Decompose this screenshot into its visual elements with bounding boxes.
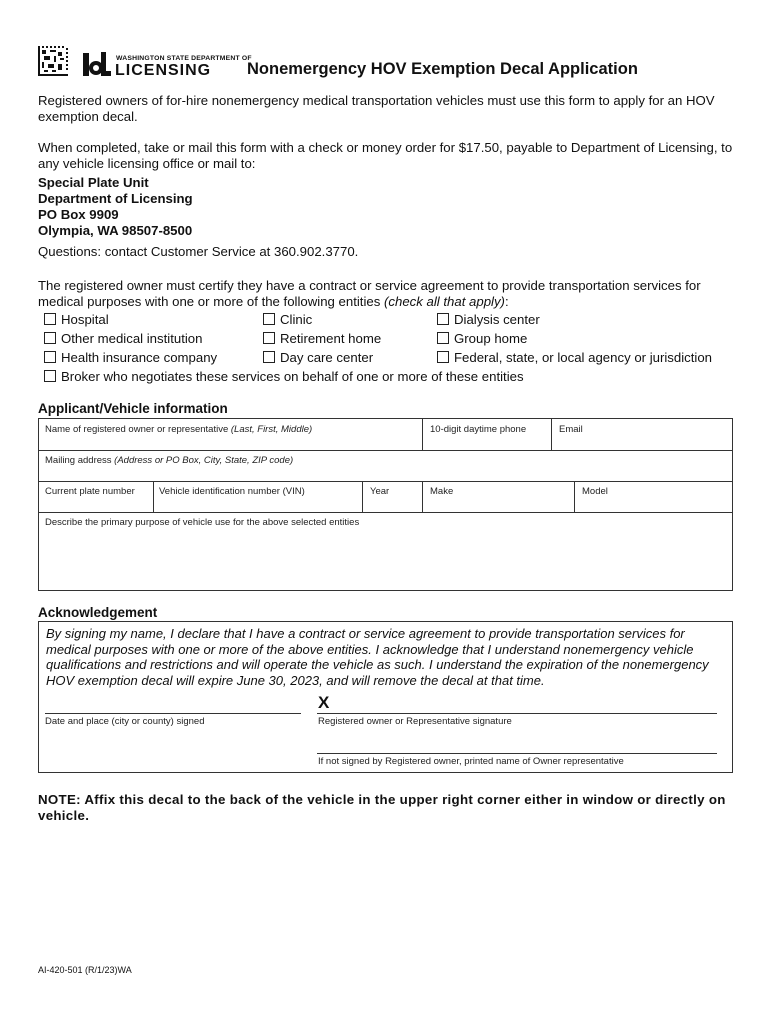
owner-name-field[interactable] [45, 424, 312, 435]
applicant-section-heading: Applicant/Vehicle information [38, 401, 228, 416]
option-government-agency[interactable] [437, 350, 712, 366]
option-label: Dialysis center [454, 312, 540, 327]
owner-name-label: Name of registered owner or representative [45, 424, 231, 435]
questions-line: Questions: contact Customer Service at 360.902.3770. [38, 244, 359, 259]
checkbox-dialysis-center[interactable] [437, 313, 449, 325]
agency-line: WASHINGTON STATE DEPARTMENT OF [116, 55, 252, 62]
option-label: Health insurance company [61, 350, 218, 365]
datamatrix-code [38, 46, 68, 76]
make-field[interactable] [430, 486, 453, 497]
checkbox-day-care[interactable] [263, 351, 275, 363]
year-field[interactable] [370, 486, 389, 497]
model-label: Model [582, 486, 608, 497]
signature-line[interactable] [317, 713, 717, 714]
page-title: Nonemergency HOV Exemption Decal Application [247, 60, 638, 78]
email-label: Email [559, 424, 583, 435]
year-label: Year [370, 486, 390, 497]
applicant-table [38, 418, 733, 591]
acknowledgement-heading: Acknowledgement [38, 605, 158, 620]
option-dialysis-center[interactable] [437, 312, 540, 328]
daytime-phone-label: 10-digit daytime phone [430, 424, 527, 435]
mailing-address-label: Mailing address [45, 455, 115, 466]
owner-name-hint: (Last, First, Middle) [230, 424, 313, 435]
date-place-line[interactable] [45, 713, 301, 714]
address-line: PO Box 9909 [38, 207, 119, 222]
checkbox-retirement-home[interactable] [263, 332, 275, 344]
printed-name-label: If not signed by Registered owner, printed name of Owner representative [318, 756, 624, 767]
option-label: Other medical institution [61, 331, 203, 346]
mailing-address-block [38, 175, 193, 239]
certify-colon: : [504, 294, 509, 309]
option-clinic[interactable] [263, 312, 312, 328]
option-label: Broker who negotiates these services on behalf of one or more of these entities [61, 369, 524, 384]
email-field[interactable] [559, 424, 583, 435]
printed-name-line[interactable] [317, 753, 717, 754]
option-retirement-home[interactable] [263, 331, 381, 347]
vehicle-purpose-label: Describe the primary purpose of vehicle use for the above selected entities [45, 517, 360, 528]
acknowledgement-box [38, 621, 733, 773]
checkbox-other-medical[interactable] [44, 332, 56, 344]
checkbox-hospital[interactable] [44, 313, 56, 325]
option-group-home[interactable] [437, 331, 527, 347]
checkbox-government-agency[interactable] [437, 351, 449, 363]
vin-label: Vehicle identification number (VIN) [159, 486, 305, 497]
mailing-address-hint: (Address or PO Box, City, State, ZIP code) [114, 455, 294, 466]
checkbox-health-insurance[interactable] [44, 351, 56, 363]
form-id: AI-420-501 (R/1/23)WA [38, 965, 132, 975]
option-label: Hospital [61, 312, 109, 327]
model-field[interactable] [582, 486, 608, 497]
instructions-paragraph: When completed, take or mail this form with a check or money order for $17.50, payable to Department of Licensing, to any vehicle licensing office or mail to: [38, 140, 733, 171]
vin-field[interactable] [159, 486, 305, 497]
option-day-care[interactable] [263, 350, 373, 366]
make-label: Make [430, 486, 454, 497]
plate-number-label: Current plate number [45, 486, 135, 497]
checkbox-clinic[interactable] [263, 313, 275, 325]
option-label: Retirement home [280, 331, 382, 346]
date-place-label: Date and place (city or county) signed [45, 716, 205, 727]
address-line: Special Plate Unit [38, 175, 149, 190]
plate-number-field[interactable] [45, 486, 135, 497]
address-line: Department of Licensing [38, 191, 193, 206]
certify-hint: (check all that apply) [384, 294, 505, 309]
option-hospital[interactable] [44, 312, 109, 328]
mailing-address-field[interactable] [45, 455, 293, 466]
signature-label: Registered owner or Representative signature [318, 716, 512, 727]
agency-name: LICENSING [115, 62, 212, 79]
option-broker[interactable] [44, 369, 524, 385]
option-other-medical[interactable] [44, 331, 202, 347]
checkbox-broker[interactable] [44, 370, 56, 382]
signature-mark: X [318, 693, 330, 712]
option-label: Clinic [280, 312, 313, 327]
daytime-phone-field[interactable] [430, 424, 526, 435]
checkbox-group-home[interactable] [437, 332, 449, 344]
option-label: Federal, state, or local agency or jurisdiction [454, 350, 713, 365]
option-health-insurance[interactable] [44, 350, 217, 366]
certify-text: The registered owner must certify they have a contract or service agreement to provide transportation services for medical purposes with one or more of the following entities [38, 278, 701, 309]
certify-paragraph [38, 278, 738, 310]
option-label: Group home [454, 331, 528, 346]
dol-logo [82, 48, 112, 78]
vehicle-purpose-field[interactable] [45, 517, 359, 528]
intro-paragraph: Registered owners of for-hire nonemergency medical transportation vehicles must use this form to apply for an HOV exemption decal. [38, 93, 715, 124]
acknowledgement-text: By signing my name, I declare that I have a contract or service agreement to provide transportation services for medical purposes with one or more of the above entities. I acknowledge that I understand nonemergency vehicle qualifications and restrictions and will operate the vehicle as such. I understand the expiration of the nonemergency HOV exemption decal will expire June 30, 2023, and will remove the decal at that time. [46, 626, 709, 688]
address-line: Olympia, WA 98507-8500 [38, 223, 193, 238]
option-label: Day care center [280, 350, 374, 365]
note-text: NOTE: Affix this decal to the back of the vehicle in the upper right corner either in window or directly on vehicle. [38, 792, 726, 823]
